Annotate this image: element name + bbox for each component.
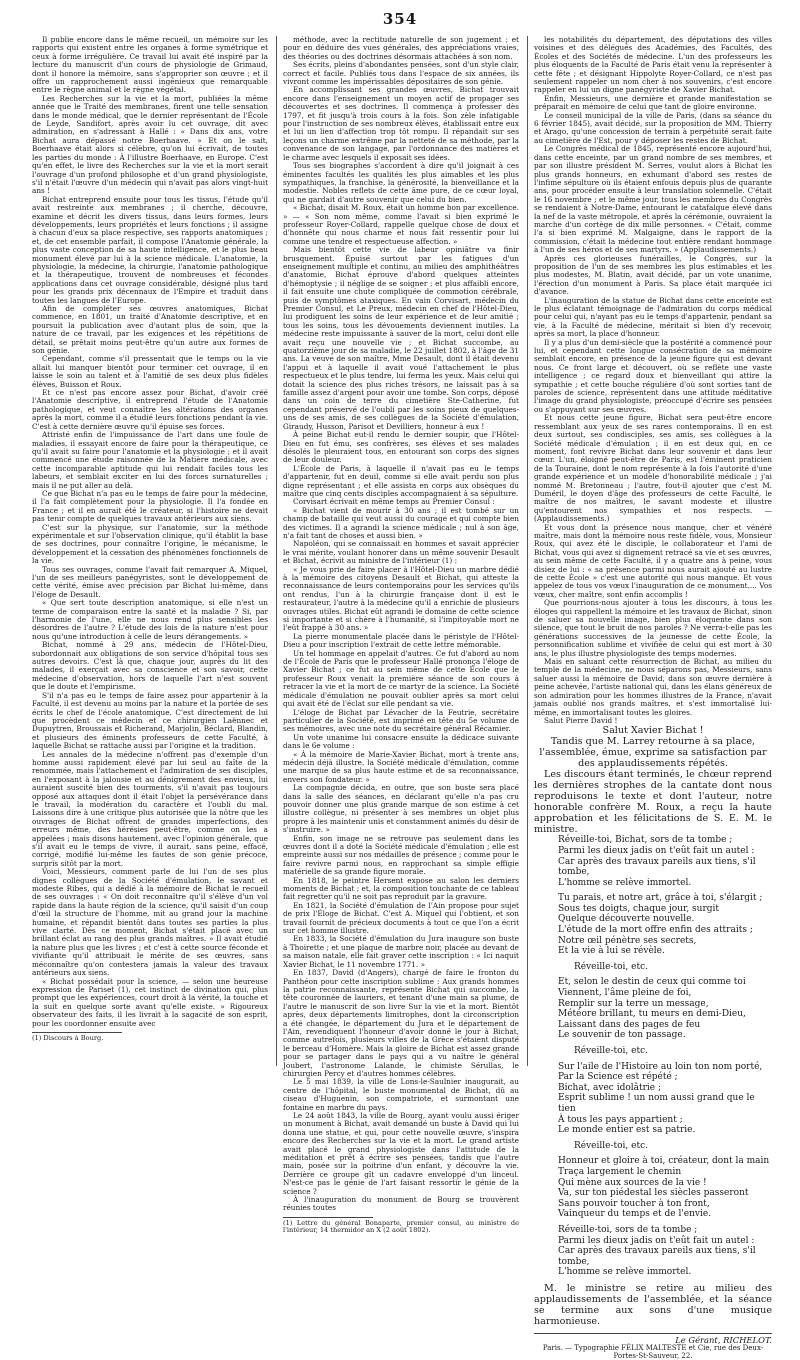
paragraph: Un tel hommage en appelait d'autres. Ce fut d'abord au nom de l'École de Paris que le professeur Hallé prononça l'éloge de Xavier Bichat ; ce fut au sein même de cette École que le professeur Roux venait la première séance de son cours à retracer la vie et la mort de ce martyr de la science. La Société médicale d'émulation ne pouvait oublier après sa mort celui qui avait été de l'éclat sur elle pendant sa vie. <box>283 648 519 709</box>
paragraph: En 1837, David (d'Angers), chargé de faire le fronton du Panthéon pour cette inscription sublime : Aux grands hommes la patrie reconnaissante, représente Bichat qui succombe, la tête couronnée de lauriers, et tenant d'une main sa plume, de l'autre le manuscrit de son livre Sur la vie et la mort. Bientôt après, deux départements limitrophes, dont la circonscription a été changée, le département du Jura et le département de l'Ain, revendiquent l'honneur d'avoir donné le jour à Bichat, comme autrefois, plusieurs villes de la Grèce s'étaient disputé le berceau d'Homère. Mais la gloire de Bichat est assez grande pour se partager dans le pays qui a vu naître le général Joubert, l'astronome Lalande, le chimiste Sérullas, le chirurgien Percy et d'autres hommes célèbres. <box>283 968 519 1078</box>
poem-line: Car après des travaux pareils aux tiens, s'il tombe, <box>558 1246 756 1267</box>
paragraph: Mais bientôt cette vie de labeur opiniâtre va finir brusquement. Épuisé surtout par les fatigues d'un enseignement multiple et continu, au milieu des amphithéâtres d'anatomie, Bichat éprouve d'abord quelques atteintes d'hémoptysie ; il néglige de se soigner ; et plus affaibli encore, il fait ensuite une chute compliquée de commotion cérébrale, puis de symptômes ataxiques. En vain Corvisart, médecin du Premier Consul, et Le Preux, médecin en chef de l'Hôtel-Dieu, lui prodiguent les soins de leur expérience et de leur amitié ; tous les soins, tous les dévouements deviennent inutiles. La médecine reste impuissante à sauver de la mort, celui dont elle avait reçu une nouvelle vie ; et Bichat succombe, au quatorzième jour de sa maladie, le 22 juillet 1802, à l'âge de 31 ans. La veuve de son maître, Mme Desault, dont il était devenu l'appui et à laquelle il avait voué l'attachement le plus respectueux et le plus tendre, lui ferma les yeux. Mais celui qui dotait la science des plus riches trésors, ne laissait pas à sa famille assez d'argent pour avoir une tombe. Son corps, déposé dans un coin de terre du cimetière Ste-Catherine, fut cependant préservé de l'oubli par les soins pieux de quelques-uns de ses amis, de ses collègues de la Société d'émulation, Giraudy, Husson, Parisot et Devilliers, honneur à eux ! <box>283 245 519 431</box>
paragraph: Et nous cette jeune figure, Bichat sera peut-être encore ressemblant aux yeux de ses rares contemporains. Il en est deux surtout, ses condisciples, ses amis, ses collègues à la Société médicale d'émulation ; il en est deux qui, en ce moment, font revivre Bichat dans leur souvenir et dans leur cœur. L'un, éloigné peut-être de Paris, est l'éminent praticien de la Touraine, dont le nom représente à la fois l'autorité d'une grande expérience et un modèle d'honorabilité médicale ; j'ai nommé M. Bretonneau ; l'autre, fout-il ajouter que c'est M. Duméril, le doyen d'âge des professeurs de cette Faculté, le maître de nos maîtres, le savant modeste et illustre qu'entourent nos sympathies et nos respects. — (Applaudissements.) <box>534 413 772 524</box>
poem-line: L'homme se relève immortel. <box>558 1267 692 1278</box>
poem-line: À tous les pays appartient ; <box>558 1114 683 1125</box>
paragraph: Le 5 mai 1839, la ville de Lons-le-Saulnier inaugurait, au centre de l'hôpital, le buste monumental de Bichat, dû au ciseau d'Huguenin, son compatriote, et surmontant une fontaine en marbre du pays. <box>283 1077 519 1112</box>
paragraph: Ses écrits, pleins d'abondantes pensées, sont d'un style clair, correct et facile. Publiés tous dans l'espace de six années, ils vivront comme les impérissables dépositaires de son génie. <box>283 60 519 87</box>
poem-line: Réveille-toi, sors de ta tombe ; <box>558 1224 698 1235</box>
paragraph: les notabilités du département, des députations des villes voisines et des délégués des Académies, des Facultés, des Écoles et des Sociétés de médecine. L'un des professeurs les plus éloquents de la Faculté de Paris était venu la représenter à cette fête ; et désignant Hippolyte Royer-Collard, ce n'est pas seulement rappeler un nom cher à nos souvenirs, c'est encore rappeler en lui un digne panégyriste de Xavier Bichat. <box>534 35 772 95</box>
poem-line: Remplir sur la terre un message, <box>558 998 709 1009</box>
poem-line: Quelque découverte nouvelle. <box>558 914 695 925</box>
paragraph: Que pourrions-nous ajouter à tous les discours, à tous les éloges qui rappellent la mémoire et les travaux de Bichat, sinon de saluer sa nouvelle image, bien plus éloquente dans son silence, que tout le bruit de nos paroles ? Ne verra-t-elle pas les générations successives de la jeunesse de cette École, la personnification sublime et vivifiée de celui qui est mort à 30 ans, le plus illustre physiologiste des temps modernes. <box>534 598 772 658</box>
paragraph: méthode, avec la rectitude naturelle de son jugement ; et pour en déduire des vues générales, des appréciations vraies, des théories ou des doctrines désormais attachées à son nom. <box>283 35 519 61</box>
poem-line: Esprit sublime ! un nom aussi grand que le tien <box>558 1093 755 1114</box>
poem-line: Car après des travaux pareils aux tiens, s'il tombe, <box>558 856 756 878</box>
poem-line: Bichat, avec idolâtrie ; <box>558 1082 662 1093</box>
paragraph: « À la mémoire de Marie-Xavier Bichat, mort à trente ans, médecin déjà illustre, la Société médicale d'émulation, comme une marque de sa plus haute estime et de sa reconnaissance, envers son fondateur. » <box>283 749 519 784</box>
column-left <box>32 36 268 1066</box>
poem-line: Sans pouvoir toucher à ton front, <box>558 1198 710 1209</box>
footnote-rule <box>32 1032 122 1033</box>
paragraph: L'éloge de Bichat par Lévacher de la Feutrie, secrétaire particulier de la Société, est imprimé en tête du 5e volume de ses mémoires, avec une note du secrétaire général Récamier. <box>283 707 519 734</box>
poem-line: Qui mène aux sources de la vie ! <box>558 1177 707 1188</box>
paragraph: « Bichat vient de mourir à 30 ans ; il est tombé sur un champ de bataille qui veut aussi du courage et qui compte bien des victimes. Il a agrandi la science médicale ; nul à son âge, n'a fait tant de choses et aussi bien. » <box>283 505 519 540</box>
poem-line: Va, sur ton piédestal les siècles passeront <box>558 1188 749 1199</box>
paragraph: Les annales de la médecine n'offrent pas d'exemple d'un homme aussi rapidement élevé par lui seul au faîte de la renommée, mais l'attachement et l'admiration de ses disciples, en l'exposant à la jalousie et au dénigrement des envieux, lui auraient suscité bien des tourments, s'il n'avait pas toujours opposé aux attaques dont il était l'objet la persévérance dans le travail, la modération du caractère et l'oubli du mal. Laissons dire à une critique plus autorisée que la nôtre que les ouvrages de Bichat offrent de grandes imperfections, des erreurs même, des hérésies peut-être, comme on les a appelées ; mais disons hautement, avec l'opinion générale, que s'il avait eu le temps de vivre, il aurait, sans peine, effacé, corrigé, modifié lui-même les fautes de son génie précoce, surpris sitôt par la mort. <box>32 749 268 868</box>
paragraph: Enfin, Messieurs, une dernière et grande manifestation se préparait en mémoire de celui que tant de gloire environne. <box>534 93 772 112</box>
paragraph: Ce que Bichat n'a pas eu le temps de faire pour la médecine, il l'a fait complètement pour la physiologie. Il l'a fondée en France ; et il en aurait été le créateur, si l'histoire ne devait pas tenir compte de quelques travaux antérieurs aux siens. <box>32 488 268 524</box>
paragraph: Il publie encore dans le même recueil, un mémoire sur les rapports qui existent entre les organes à forme symétrique et ceux à forme irrégulière. Ce travail lui avait été inspiré par la lecture du manuscrit d'un cours de physiologie de Grimaud, dont il honore la mémoire, sans s'approprier son œuvre ; et il offre un rapprochement aussi ingénieux que remarquable entre le règne animal et le règne végétal. <box>32 35 268 95</box>
paragraph: Et vous dont la présence nous manque, cher et vénéré maître, mais dont la mémoire nous reste fidèle, vous, Monsieur Roux, qui avez été le disciple, le collaborateur et l'ami de Bichat, vous qui avez si dignement retracé sa vie et ses œuvres, au sein même de cette Faculté, il y a quatre ans à peine, vous disiez de lui : « sa présence parmi nous aurait ajouté au lustre de cette École » c'est une autorité qui nous manque. Et vous appelez de tous vos vœux l'inauguration de ce monument.... Vos vœux, cher maître, sont enfin accomplis ! <box>534 522 772 599</box>
paragraph: Salut Xavier Bichat ! <box>602 725 704 737</box>
paragraph: Bichat entreprend ensuite pour tous les tissus, l'étude qu'il avait restreinte aux membranes ; il cherche, découvre, examine et décrit les divers tissus, dans leurs formes, leurs développements, leurs propriétés et leurs fonctions ; il assigne à chacun d'eux sa place respective, ses rapports anatomiques ; et, de cet ensemble parfait, il compose l'Anatomie générale, la plus vaste conception de sa haute intelligence, et le plus beau monument élevé par lui à la science médicale. L'anatomie, la physiologie, la médecine, la chirurgie, l'anatomie pathologique et la thérapeutique, trouvent de nombreuses et fécondes applications dans cet ouvrage considérable, désigné plus tard pour les grands prix décennaux de l'Empire et traduit dans toutes les langues de l'Europe. <box>32 194 268 305</box>
footnote: (1) Lettre du général Bonaparte, premier consul, au ministre de l'intérieur, 14 thermidor an X (2 août 1802). <box>283 1218 519 1235</box>
poem-line: Tu parais, et notre art, grâce à toi, s'élargit ; <box>558 893 763 904</box>
paragraph: L'École de Paris, à laquelle il n'avait pas eu le temps d'appartenir, fut en deuil, comme si elle avait perdu son plus digne représentant ; et elle assista en corps aux obsèques du maître que cinq cents disciples accompagnaient à sa sépulture. <box>283 463 519 498</box>
poem-line: Parmi les dieux jadis on t'eût fait un autel : <box>558 1235 755 1246</box>
paragraph: Bichat, nommé à 29 ans, médecin de l'Hôtel-Dieu, subordonnait aux obligations de son service d'hôpital tous ses autres devoirs. C'est là que, chaque jour, auprès du lit des malades, il exerçait avec sa conscience et son savoir, cette médecine d'observation, hors de laquelle l'art n'est souvent que le doute et l'empirisme. <box>32 640 268 692</box>
poem-line: Et, selon le destin de ceux qui comme toi <box>558 977 746 988</box>
footnote: (1) Discours à Bourg. <box>32 1033 104 1042</box>
paragraph: Enfin, son image ne se retrouve pas seulement dans les œuvres dont il a doté la Société médicale d'émulation ; elle est empreinte aussi sur nos médailles de présence ; comme pour le faire revivre parmi nous, en rapprochant sa simple effigie matérielle de sa grande figure morale. <box>283 833 519 877</box>
gerant-signature: Le Gérant, RICHELOT. <box>534 1333 772 1344</box>
page-number: 354 <box>382 10 418 28</box>
poem-line: Honneur et gloire à toi, créateur, dont la main <box>558 1156 770 1167</box>
poem-line: Vainqueur du temps et de l'envie. <box>558 1209 712 1220</box>
paragraph: Cependant, comme s'il pressentait que le temps ou la vie allait lui manquer bientôt pour terminer cet ouvrage, il en laisse le soin au talent et à l'amitié de ses deux plus fidèles élèves, Buisson et Roux. <box>32 354 268 389</box>
paragraph: Salut Pierre David ! <box>544 715 618 725</box>
poem-line: Et la vie à lui se révèle. <box>558 946 665 957</box>
poem-line: L'étude de la mort offre enfin des attraits ; <box>558 925 753 936</box>
paragraph: En 1818, le peintre Hersent expose au salon les derniers moments de Bichat ; et, la composition touchante de ce tableau fait regretter qu'il ne soit pas reproduit par la gravure. <box>283 875 519 902</box>
paragraph: « Bichat, disait M. Roux, était un homme bon par excellence. » — « Son nom même, comme l'avait si bien exprimé le professeur Royer-Collard, rappelle quelque chose de doux et d'honnête qui nous charme et nous fait ressentir pour lui comme une tendre et respectueuse affection. » <box>283 203 519 246</box>
paragraph: Les Recherches sur la vie et la mort, publiées la même année que le Traité des membranes, firent une telle sensation dans le monde médical, que le dernier représentant de l'École de Leyde, Sandifort, après avoir lu cet ouvrage, dit avec admiration, en s'adressant à Hallé : « Dans dix ans, votre Bichat aura dépassé notre Boerhaave. » Et on le sait, Boerhaave était alors si célèbre, qu'on lui écrivait, de toutes les parties du monde : À l'illustre Boerhaave, en Europe. C'est qu'en effet, le livre des Recherches sur la vie et la mort serait l'ouvrage d'un profond philosophe et d'un grand physiologiste, s'il n'était l'œuvre d'un médecin qui n'avait pas alors vingt-huit ans ! <box>32 93 268 196</box>
paragraph: « Bichat possédait pour la science, — selon une heureuse expression de Pariset (1), cet instinct de divination qui, plus prompt que les expériences, court droit à la vérité, la touche et la suit en quelque sorte avant qu'elle existe. » Rigoureux observateur des faits, il les livrait à la sagacité de son esprit, pour les coordonner ensuite avec <box>32 976 268 1028</box>
closing-paragraph: M. le ministre se retire au milieu des applaudissements de l'assemblée, et la séance se termine aux sons d'une musique harmonieuse. <box>534 1282 772 1327</box>
paragraph: Tandis que M. Larrey retourne à sa place, l'assemblée, émue, exprime sa satisfaction par des applaudissements répétés. <box>539 736 767 770</box>
poem-line: Réveille-toi, etc. <box>574 1140 648 1151</box>
paragraph: « Que sert toute description anatomique, si elle n'est un terme de comparaison entre la santé et la maladie ? Si, par l'harmonie de l'une, elle ne nous rend plus sensibles les désordres de l'autre ? L'étude des lois de la nature n'est pour nous qu'une introduction à celle de leurs dérangements. » <box>32 598 268 641</box>
paragraph: En 1833, la Société d'émulation du Jura inaugure son buste à Thoirette ; et une plaque de marbre noir, placée au devant de sa maison natale, elle fait graver cette inscription : « Ici naquit Xavier Bichat, le 11 novembre 1771. » <box>283 934 519 969</box>
poem-line: Météore brillant, tu meurs en demi-Dieu, <box>558 1009 746 1020</box>
poem-line: Par la Science est répété ; <box>558 1072 678 1083</box>
paragraph: Corvisart écrivait en même temps au Premier Consul : <box>293 497 495 507</box>
poem-line: Le souvenir de ton passage. <box>558 1030 686 1041</box>
paragraph: Il y a plus d'un demi-siècle que la postérité a commencé pour lui, et cependant cette longue consécration de sa mémoire semblait encore, en présence de la jeune figure qui est devant nous. Ce front large et découvert, où se reflète une vaste intelligence ; ce regard doux et bienveillant qui attire la sympathie ; et cette bouche régulière d'où sont sorties tant de paroles de science, représentent dans une attitude méditative l'image du grand physiologiste, préoccupé d'écrire ses pensées ou s'appuyant sur ses œuvres. <box>534 337 772 414</box>
poem-line: Réveille-toi, etc. <box>574 961 648 972</box>
paragraph: La pierre monumentale placée dans le péristyle de l'Hôtel-Dieu a pour inscription l'extrait de cette lettre mémorable. <box>283 631 519 650</box>
cantata-poem <box>558 835 772 1283</box>
paragraph: Afin de compléter ses œuvres anatomiques, Bichat commence, en 1801, un traité d'Anatomie descriptive, et en poursuit la publication avec d'autant plus de soin, que la nature de ce travail, par les exigences et les répétitions de détail, se prêtait moins peut-être qu'un autre aux formes de son génie. <box>32 304 268 356</box>
paragraph: À peine Bichat eut-il rendu le dernier soupir, que l'Hôtel-Dieu en fut ému, ses confrères, ses élèves et ses malades désolés le pleuraient tous, en entourant son corps des signes de leur douleur. <box>283 430 519 465</box>
column-rule <box>527 36 528 1066</box>
poem-line: Laissant dans des pages de feu <box>558 1019 701 1030</box>
poem-line: Le monde entier est sa patrie. <box>558 1125 696 1136</box>
paragraph: Le 24 août 1843, la ville de Bourg, ayant voulu aussi ériger un monument à Bichat, avait demandé un buste à David qui lui donna une statue, et qui, pour cette nouvelle œuvre, s'inspira encore des Recherches sur la vie et la mort. Le grand artiste avait placé le grand physiologiste dans l'attitude de la méditation et prêt à écrire ses pensées, tandis que l'autre main, posée sur la poitrine d'un enfant, y découvre la vie. Derrière ce groupe gît un cadavre enveloppé d'un linceul. N'est-ce pas le génie de l'art faisant ressortir le génie de la science ? <box>283 1111 519 1196</box>
column-right <box>534 35 772 1360</box>
poem-line: Réveille-toi, etc. <box>574 1046 648 1056</box>
paragraph: Les discours étant terminés, le chœur reprend les dernières strophes de la cantate dont nous reproduisons le texte et dont l'auteur, notre honorable confrère M. Roux, a reçu la haute approbation et les félicitations de S. E. M. le ministre. <box>534 769 772 836</box>
paragraph: En accomplissant ses grandes œuvres, Bichat trouvait encore dans l'enseignement un moyen actif de propager ses découvertes et ses doctrines. Il commença à professer dès 1797, et fit jusqu'à trois cours à la fois. Son zèle infatigable pour l'instruction de ses nombreux élèves, établissait entre eux et lui un lien d'affection trop tôt rompu. Il répandait sur ses leçons un charme extrême par la netteté de sa méthode, par la convenance de son langage, par l'ordonnance des matières et le charme avec lesquels il exposait ses idées. <box>283 85 519 162</box>
paragraph: Après ces glorieuses funérailles, le Congrès, sur la proposition de l'un de ses membres les plus estimables et les plus modestes, M. Blatin, avait décidé, par un vote unanime, l'érection d'un monument à Paris. Sa place était marquée ici d'avance. <box>534 253 772 297</box>
paragraph: Voici, Messieurs, comment parle de lui l'un de ses plus dignes collègues de la Société d'émulation, le savant et modeste Ribes, qui a dédié à la mémoire de Bichat le recueil de ses ouvrages : « On doit reconnaître qu'il s'élève d'un vol rapide dans la haute région de la science, qu'il saisit d'un coup d'œil la structure de l'homme, mit au grand jour la machine humaine, et répandit bientôt dans toutes ses parties la plus vive clarté. Dès ce moment, Bichat s'était placé avec un brillant éclat au rang des plus grands maîtres. » Il avait étudié la nature plus que les livres ; et c'est à cette source féconde et vivifiante qu'il attribuait le mérite de ses œuvres, sans méconnaître qu'on contestera jamais la valeur des travaux antérieurs aux siens. <box>32 867 268 978</box>
paragraph: S'il n'a pas eu le temps de faire assez pour appartenir à la Faculté, il est devenu au moins par la nature et la portée de ses écrits le chef de l'école anatomique. C'est directement de lui que procèdent ce médecin et ce chirurgien Laënnec et Dupuytren, Broussais et Richerand, Marjolin, Béclard, Blandin, et plusieurs des éminents professeurs de cette Faculté, à laquelle Bichat se rattache aussi par l'origine et la tradition. <box>32 690 268 751</box>
paragraph: Napoléon, qui se connaissait en hommes et savait apprécier le vrai mérite, voulant honorer dans un même souvenir Desault et Bichat, écrivit au ministre de l'intérieur (1) : <box>283 539 519 566</box>
paragraph: Le Congrès médical de 1845, représenté encore aujourd'hui, dans cette enceinte, par un grand nombre de ses membres, et par son illustre président M. Serres, voulut alors à Bichat les plus grands honneurs, en exhumant d'abord ses restes de l'infime sépulture où ils étaient enfouis depuis plus de quarante ans, pour procéder ensuite à leur translation solennelle. C'était le 16 novembre ; et le même jour, tous les membres du Congrès se rendaient à Notre-Dame, entourant le catafalque élevé dans la nef de la vaste métropole, et après la cérémonie, ouvraient la marche d'un cortège de dix mille personnes. « C'était, comme l'a si bien exprimé M. Malgaigne, dans le rapport de la commission, c'était la médecine tout entière rendant hommage à l'un de ses héros et de ses martyrs. » (Applaudissements.) <box>534 144 772 255</box>
poem-line: Sur l'aile de l'Histoire au loin ton nom porté, <box>558 1061 763 1072</box>
poem-line: Notre œil pénètre ses secrets, <box>558 935 697 946</box>
poem-line: Réveille-toi, Bichat, sors de ta tombe ; <box>558 835 733 846</box>
paragraph: La compagnie décida, en outre, que son buste sera placé dans la salle des séances, en déclarant qu'elle n'a pas cru pouvoir donner une plus grande marque de son estime à cet illustre collègue, ni présenter à ses membres un objet plus propre à les maintenir unis et constamment animés du désir de s'instruire. » <box>283 783 519 835</box>
paragraph: Mais en saluant cette résurrection de Bichat, au milieu du temple de la médecine, ne nous séparons pas, Messieurs, sans saluer aussi la mémoire de David, dans son œuvre dernière à peine achevée, l'artiste national qui, dans les élans généreux de son admiration pour les hommes illustres de la France, n'avait jamais oublié nos grands maîtres, et s'est immortalisé lui-même, en immortalisant toutes les gloires. <box>534 657 772 717</box>
paragraph: C'est sur la physique, sur l'anatomie, sur la méthode expérimentale et sur l'observation clinique, qu'il établit la base de ses doctrines, pour connaître l'origine, le mécanisme, le développement et la cessation des phénomènes fonctionnels de la vie. <box>32 522 268 566</box>
poem-line: L'homme se relève immortel. <box>558 877 692 888</box>
poem-line: Viennent, l'âme pleine de foi, <box>558 988 692 999</box>
paragraph: Un vote unanime lui consacre ensuite la dédicace suivante dans le 6e volume : <box>283 732 519 751</box>
paragraph: « Je vous prie de faire placer à l'Hôtel-Dieu un marbre dédié à la mémoire des citoyens Desault et Bichat, qui atteste la reconnaissance de leurs contemporains pour les services qu'ils ont rendus, l'un à la chirurgie française dont il est le restaurateur, l'autre à la médecine qu'il a enrichie de plusieurs ouvrages utiles. Bichat eût agrandi le domaine de cette science si importante et si chère à l'humanité, si l'impitoyable mort ne l'eût frappé à 30 ans. » <box>283 564 519 633</box>
footnote-rule <box>283 1217 373 1218</box>
paragraph: À l'inauguration du monument de Bourg se trouvèrent réunies toutes <box>283 1195 519 1213</box>
paragraph: En 1821, la Société d'émulation de l'Ain propose pour sujet de prix l'Éloge de Bichat. C'est A. Miquel qui l'obtient, et son travail fournit de précieux documents à tout ce que l'on a écrit sur cet homme illustre. <box>283 900 519 936</box>
paragraph: Tous ses ouvrages, comme l'avait fait remarquer A. Miquel, l'un de ses meilleurs panégyristes, sont le développement de cette vérité, émise avec précision par Bichat lui-même, dans l'éloge de Desault. <box>32 564 268 599</box>
poem-line: Traça largement le chemin <box>558 1166 682 1177</box>
paragraph: Et ce n'est pas encore assez pour Bichat, d'avoir créé l'Anatomie descriptive, il entreprend l'étude de l'Anatomie pathologique, et veut connaître les altérations des organes après la mort, comme il a étudié leurs fonctions pendant la vie. C'est à cette dernière œuvre qu'il épuise ses forces. <box>32 388 268 431</box>
paragraph: L'inauguration de la statue de Bichat dans cette enceinte est le plus éclatant témoignage de l'admiration du corps médical pour celui qui, n'ayant pas eu le temps d'appartenir, pendant sa vie, à la Faculté de médecine, méritait si bien d'y recevoir, après sa mort, la place d'honneur. <box>534 295 772 339</box>
paragraph: Le conseil municipal de la ville de Paris, (dans sa séance du 6 février 1845), avait décidé, sur la proposition de MM. Thierry et Arago, qu'une concession de terrain à perpétuité serait faite au cimetière de l'Est, pour y déposer les restes de Bichat. <box>534 110 772 145</box>
poem-line: Parmi les dieux jadis on t'eût fait un autel : <box>558 845 755 856</box>
paragraph: Attristé enfin de l'impuissance de l'art dans une foule de maladies, il essayait encore de faire pour la thérapeutique, ce qu'il avait su faire pour l'anatomie et la physiologie ; et il avait commencé une étude raisonnée de la Matière médicale, avec cette incomparable aptitude qui lui rendait faciles tous les labeurs, et semblait exciter en lui des forces surnaturelles ; mais il ne put aller au delà. <box>32 430 268 490</box>
printer-imprint: Paris. — Typographie FÉLIX MALTESTE et Cie, rue des Deux-Portes-St-Sauveur, 22. <box>542 1344 764 1360</box>
column-rule <box>276 36 277 1066</box>
poem-line: Sous tes doigts, chaque jour, surgit <box>558 903 720 914</box>
column-middle <box>283 35 519 1235</box>
paragraph: Tous ses biographes s'accordent à dire qu'il joignait à ces éminentes facultés les qualités les plus aimables et les plus sympathiques, la franchise, la générosité, la bienveillance et la modestie. Nobles reflets de cette âme pure, de ce cœur loyal, qui ne gardait d'autre souvenir que celui du bien. <box>283 161 519 204</box>
